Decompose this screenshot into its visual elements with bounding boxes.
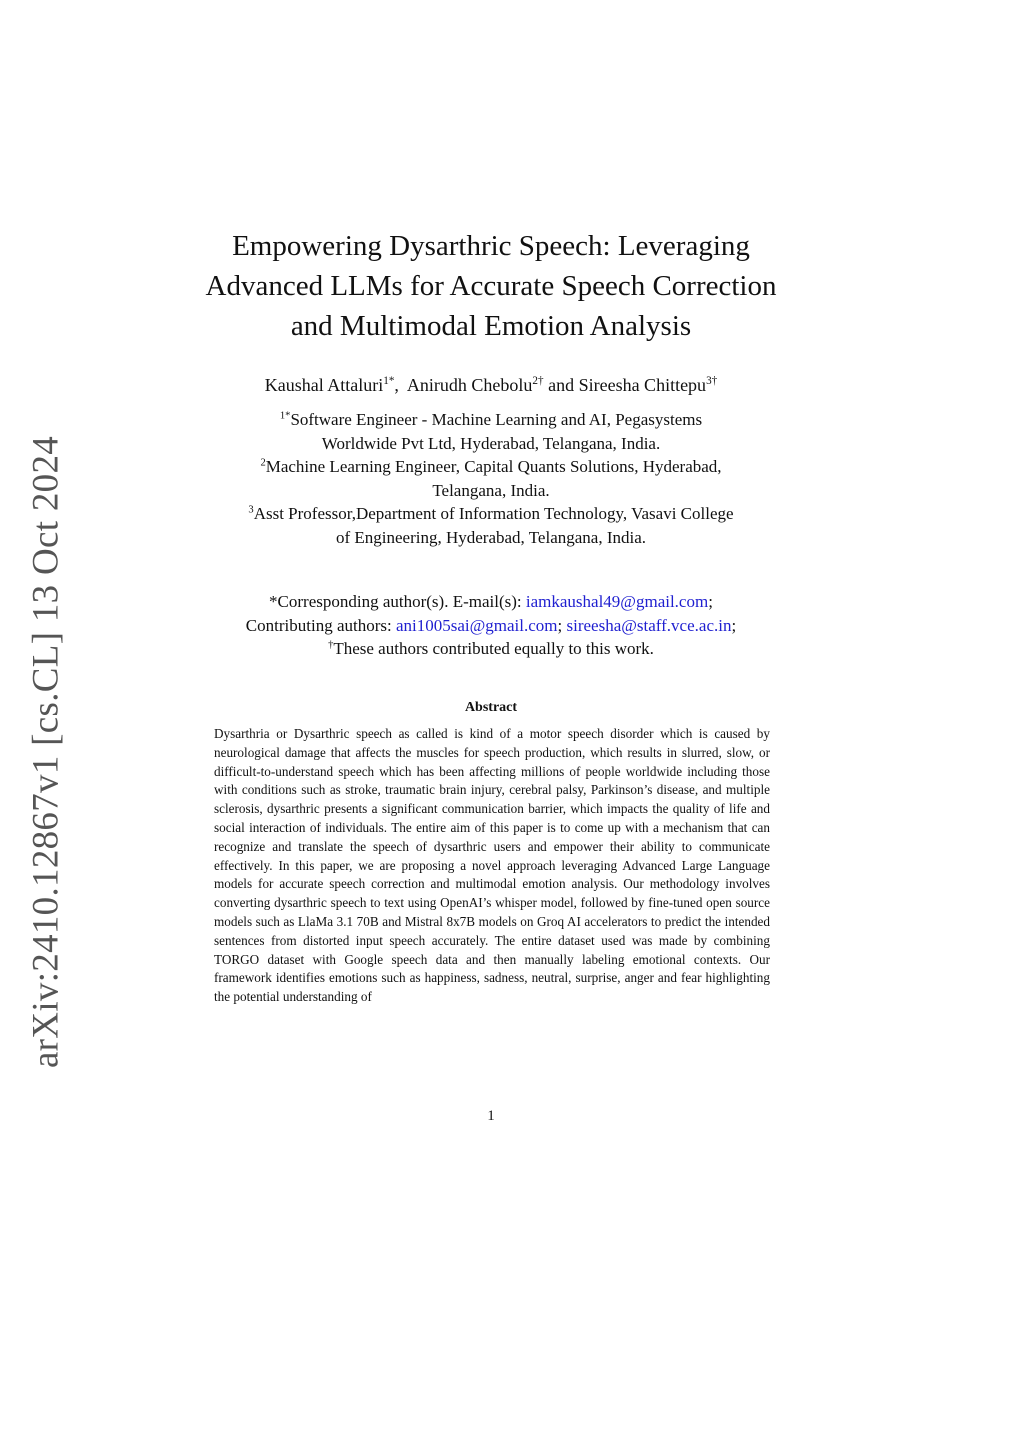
affiliation-text: Software Engineer - Machine Learning and AI, Pegasystems bbox=[290, 410, 703, 429]
corresponding-suffix: ; bbox=[708, 592, 713, 611]
paper-title-line: Empowering Dysarthric Speech: Leveraging bbox=[232, 230, 750, 262]
author-separator: and bbox=[543, 375, 579, 395]
page-number: 1 bbox=[487, 1108, 495, 1124]
author-mark: 3† bbox=[706, 375, 718, 387]
affiliation-line: Telangana, India. bbox=[432, 480, 550, 500]
abstract-body: Dysarthria or Dysarthric speech as called is kind of a motor speech disorder which is caused by neurological damage that affects the muscles for speech production, which results in slurred, slow, or difficult-to-understand speech which has been affecting millions of people worldwide including those with conditions such as stroke, traumatic brain injury, cerebral palsy, Parkinson’s disease, and multiple sclerosis, dysarthric presents a significant communication barrier, which impacts the quality of life and social interaction of individuals. The entire aim of this paper is to come up with a mechanism that can recognize and translate the speech of dysarthric users and empower their ability to communicate effectively. In this paper, we are proposing a novel approach leveraging Advanced Large Language models for accurate speech correction and multimodal emotion analysis. Our methodology involves converting dysarthric speech to text using OpenAI’s whisper model, followed by fine-tuned open source models such as LlaMa 3.1 70B and Mistral 8x7B models on Groq AI accelerators to predict the intended sentences from distorted input speech accurately. The entire dataset used was made by combining TORGO dataset with Google speech data and then manually labeling emotional contexts. Our framework identifies emotions such as happiness, sadness, neutral, surprise, anger and fear highlighting the potential understanding of bbox=[214, 726, 770, 1005]
contributing-suffix: ; bbox=[731, 615, 737, 635]
author-name: Sireesha Chittepu bbox=[578, 375, 707, 395]
equal-contribution-mark: † bbox=[328, 639, 334, 651]
equal-contribution-text: These authors contributed equally to this work. bbox=[333, 639, 654, 658]
affiliation-mark: 1* bbox=[279, 410, 291, 422]
affiliation-line bbox=[150, 455, 832, 479]
affiliation-text: Machine Learning Engineer, Capital Quants Solutions, Hyderabad, bbox=[265, 457, 722, 476]
arxiv-identifier-stamp: arXiv:2410.12867v1 [cs.CL] 13 Oct 2024 bbox=[25, 435, 67, 1069]
contributing-authors-line bbox=[150, 614, 832, 638]
affiliation-list bbox=[150, 408, 832, 549]
correspondence-block bbox=[150, 590, 832, 661]
author-list bbox=[150, 372, 832, 398]
abstract-heading: Abstract bbox=[464, 700, 518, 715]
contributing-separator: ; bbox=[557, 615, 567, 635]
affiliation-line bbox=[150, 502, 832, 526]
corresponding-label: *Corresponding author(s). E-mail(s): bbox=[269, 592, 526, 611]
author-name: Anirudh Chebolu bbox=[406, 375, 533, 395]
affiliation-text: Asst Professor,Department of Information Technology, Vasavi College bbox=[253, 504, 734, 523]
affiliation-line bbox=[150, 408, 832, 432]
equal-contribution-note bbox=[150, 637, 832, 661]
author-mark: 2† bbox=[532, 375, 544, 387]
affiliation-mark: 2 bbox=[260, 457, 266, 469]
contributing-email-link[interactable]: ani1005sai@gmail.com bbox=[395, 615, 558, 635]
contributing-label: Contributing authors: bbox=[245, 615, 396, 635]
corresponding-author-line bbox=[150, 590, 832, 614]
affiliation-line: Worldwide Pvt Ltd, Hyderabad, Telangana, India. bbox=[321, 433, 661, 453]
paper-title bbox=[150, 226, 832, 346]
author-separator: , bbox=[394, 375, 407, 395]
corresponding-email-link[interactable]: iamkaushal49@gmail.com bbox=[525, 592, 709, 611]
author-name: Kaushal Attaluri bbox=[264, 375, 384, 395]
affiliation-mark: 3 bbox=[248, 504, 254, 516]
contributing-email-link[interactable]: sireesha@staff.vce.ac.in bbox=[566, 615, 732, 635]
affiliation-line: of Engineering, Hyderabad, Telangana, India. bbox=[335, 527, 647, 547]
paper-title-line: and Multimodal Emotion Analysis bbox=[290, 310, 692, 342]
paper-title-line: Advanced LLMs for Accurate Speech Correction bbox=[205, 270, 777, 302]
author-mark: 1* bbox=[383, 375, 395, 387]
